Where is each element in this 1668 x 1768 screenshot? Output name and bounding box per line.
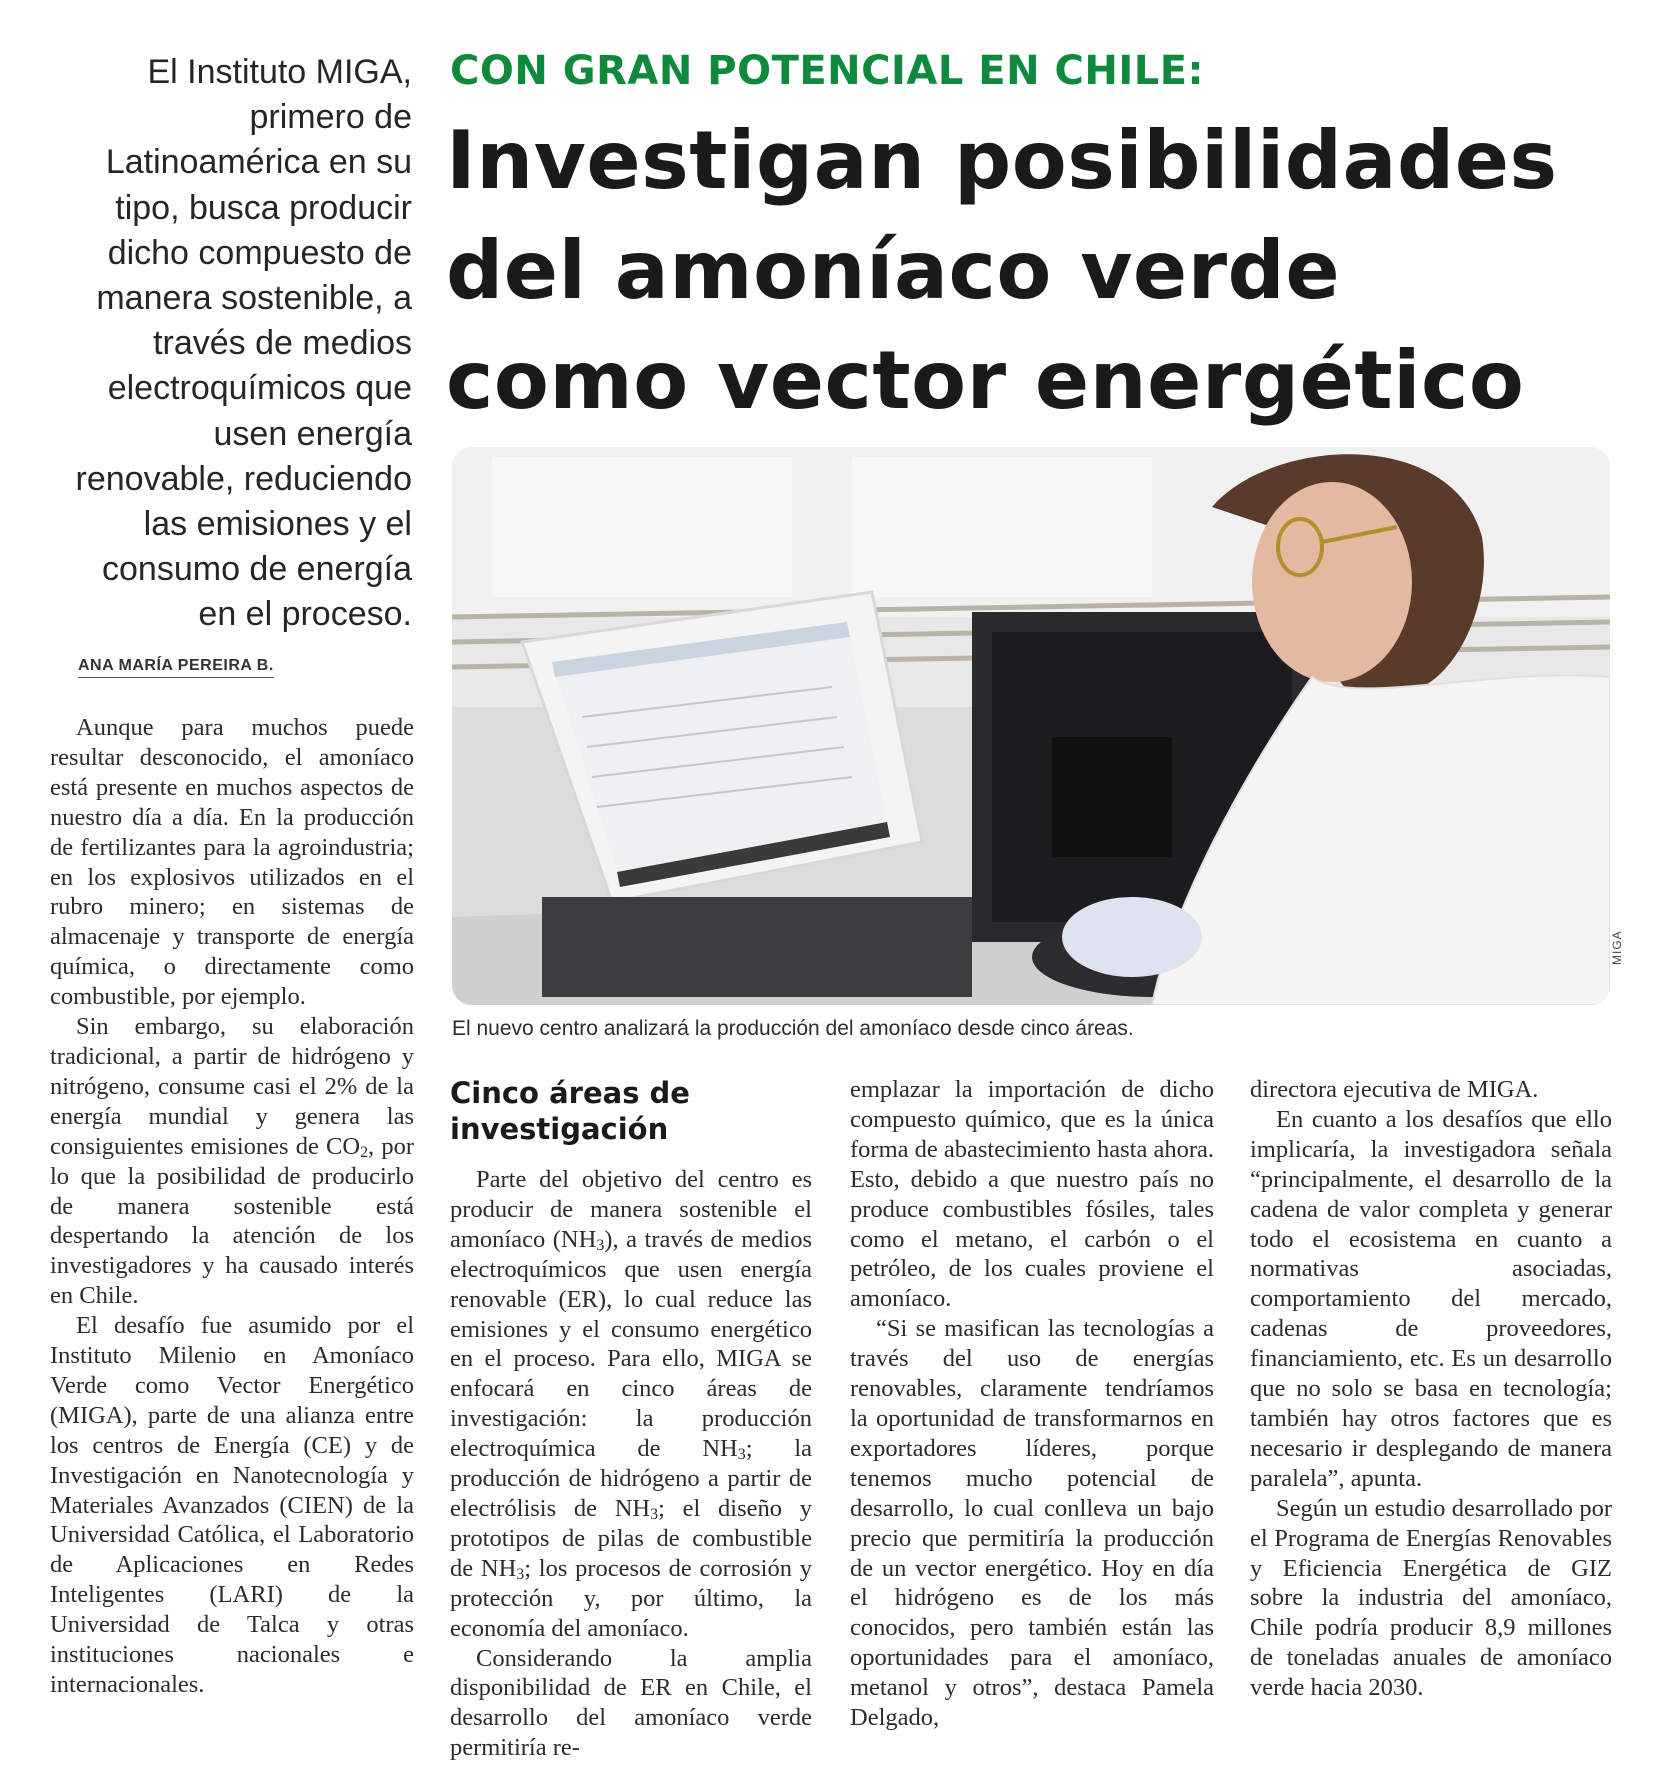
deck-line: través de medios — [153, 324, 412, 363]
deck-line: las emisiones y el — [143, 505, 412, 544]
article-column-4 — [1250, 1075, 1612, 1703]
deck-line: consumo de energía — [102, 550, 412, 589]
paragraph: “Si se masifican las tecnologías a través del uso de energías renovables, claramente tendríamos la oportunidad de transformarnos en exportadores líderes, porque tenemos mucho potencial de desarrollo, lo cual conlleva un bajo precio que permitiría la producción de un vector energético. Hoy en día el hidrógeno es de los más conocidos, pero también están las oportunidades para el amoníaco, metanol y otros”, destaca Pamela Delgado, — [850, 1315, 1214, 1732]
headline-line: del amoníaco verde — [446, 224, 1341, 317]
headline — [446, 106, 1646, 436]
lab-photo — [452, 447, 1610, 1005]
paragraph: Aunque para muchos puede resultar desconocido, el amoníaco está presente en muchos aspectos de nuestro día a día. En la producción de fertilizantes para la agroindustria; en los explosivos utilizados en el rubro minero; en sistemas de almacenaje y transporte de energía química, o directamente como combustible, por ejemplo. — [50, 714, 414, 1011]
deck-line: El Instituto MIGA, — [147, 53, 412, 91]
article-column-3 — [850, 1075, 1214, 1733]
photo-caption: El nuevo centro analizará la producción del amoníaco desde cinco áreas. — [452, 1017, 1134, 1040]
deck-line: primero de — [249, 98, 412, 137]
deck-line: manera sostenible, a — [96, 279, 412, 318]
deck-line: en el proceso. — [198, 595, 412, 634]
paragraph: Parte del objetivo del centro es producir de manera sostenible el amoníaco $(NH_3)$, a través de medios electroquímicos que usen energía renovable (ER), lo cual reduce las emisiones y el consumo energético en el proceso. Para ello, MIGA se enfocará en cinco áreas de investigación: la producción electroquímica de $NH_3$; la producción de hidrógeno a partir de electrólisis de $NH_3$; el diseño y prototipos de pilas de combustible de $NH_3$; los procesos de corrosión y protección y, por último, la economía del amoníaco. — [450, 1166, 812, 1642]
deck-line: usen energía — [213, 414, 412, 453]
deck-line: renovable, reduciendo — [75, 459, 412, 498]
article-column-1 — [50, 713, 414, 1700]
paragraph: Considerando la amplia disponibilidad de ER en Chile, el desarrollo del amoníaco verde permitiría re- — [450, 1644, 812, 1762]
article-column-2 — [450, 1165, 812, 1763]
deck-line: electroquímicos que — [107, 369, 412, 408]
paragraph: El desafío fue asumido por el Instituto Milenio en Amoníaco Verde como Vector Energético (MIGA), parte de una alianza entre los centros de Energía (CE) y de Investigación en Nanotecnología y Materiales Avanzados (CIEN) de la Universidad Católica, el Laboratorio de Aplicaciones en Redes Inteligentes (LARI) de la Universidad de Talca y otras instituciones nacionales e internacionales. — [50, 1312, 414, 1698]
paragraph: emplazar la importación de dicho compuesto químico, que es la única forma de abastecimiento hasta ahora. Esto, debido a que nuestro país no produce combustibles fósiles, tales como el metano, el carbón o el petróleo, de los cuales proviene el amoníaco. — [850, 1076, 1214, 1313]
byline: ANA MARÍA PEREIRA B. — [78, 657, 274, 678]
headline-line: Investigan posibilidades — [446, 114, 1558, 207]
paragraph: Según un estudio desarrollado por el Programa de Energías Renovables y Eficiencia Energética de GIZ sobre la industria del amoníaco, Chile podría producir 8,9 millones de toneladas anuales de amoníaco verde hacia 2030. — [1250, 1494, 1612, 1702]
kicker: CON GRAN POTENCIAL EN CHILE: — [450, 48, 1205, 94]
deck-line: dicho compuesto de — [107, 233, 412, 272]
section-subhead: Cinco áreas de investigación — [450, 1076, 690, 1146]
paragraph: Sin embargo, su elaboración tradicional, a partir de hidrógeno y nitrógeno, consume casi el 2% de la energía mundial y genera las consiguientes emisiones de $CO_2$, por lo que la posibilidad de producirlo de manera sostenible está despertando la atención de los investigadores y ha causado interés en Chile. — [50, 1013, 414, 1310]
deck-line: Latinoamérica en su — [105, 143, 412, 182]
deck-line: tipo, busca producir — [115, 188, 412, 227]
headline-line: como vector energético — [446, 334, 1525, 427]
paragraph: directora ejecutiva de MIGA. — [1250, 1076, 1539, 1103]
photo-credit: MIGA — [1610, 930, 1624, 965]
deck — [20, 50, 412, 638]
paragraph: En cuanto a los desafíos que ello implicaría, la investigadora señala “principalmente, el desarrollo de la cadena de valor completa y generar todo el ecosistema en cuanto a normativas asociadas, comportamiento del mercado, cadenas de proveedores, financiamiento, etc. Es un desarrollo que no solo se basa en tecnología; también hay otros factores que es necesario ir desplegando de manera paralela”, apunta. — [1250, 1105, 1612, 1492]
